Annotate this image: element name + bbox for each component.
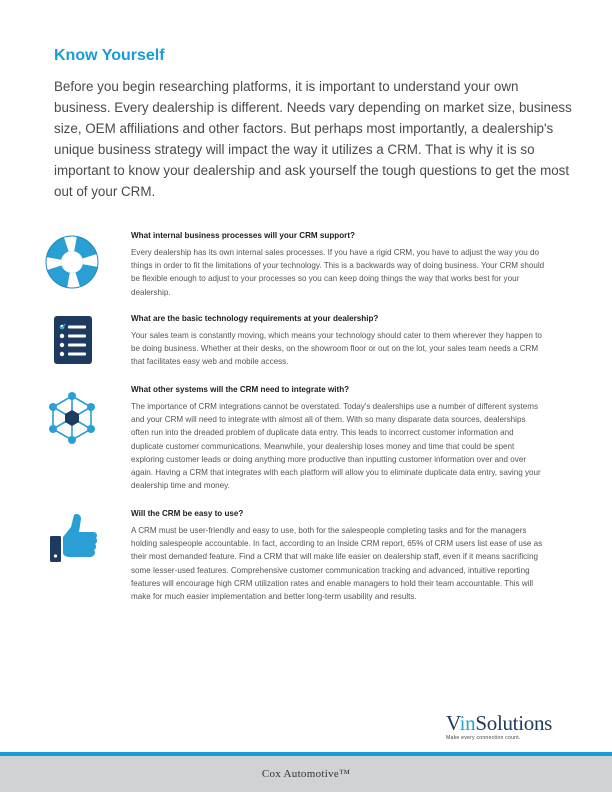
- section-text: [131, 384, 545, 492]
- intro-paragraph: Before you begin researching platforms, it is important to understand your own business. Every dealership is different. Needs vary depending on market size, business size, OEM affiliations and other factors. But perhaps most importantly, a dealership's unique business strategy will impact the way it utilizes a CRM. That is why it is so important to know your dealership and ask yourself the tough questions to get the most out of your CRM.: [54, 79, 572, 199]
- logo-wordmark: [446, 712, 566, 734]
- checklist-icon: [40, 313, 104, 373]
- logo-suffix: Solutions: [475, 711, 553, 735]
- logo-accent: in: [459, 711, 476, 735]
- section-body: A CRM must be user-friendly and easy to use, both for the salespeople completing tasks and for the managers holding salespeople accountable. In fact, according to an Inside CRM report, 65% of CRM users list ease of use as their most demanded feature. Find a CRM that will make life easier on dealership staff, even if it means sacrificing some lesser-used features. Comprehensive customer communication tracking and advanced, intuitive reporting features will encourage high CRM utilization rates and enable managers to hold their team accountable. This will make for much easier implementation and better long-term usability and results.: [131, 526, 543, 602]
- logo-tagline: Make every connection count.: [446, 735, 521, 741]
- section-text: [131, 230, 545, 299]
- section-heading: What are the basic technology requirements at your dealership?: [131, 314, 379, 323]
- section-body: Every dealership has its own internal sales processes. If you have a rigid CRM, you have to adjust the way you do things in order to fit the limitations of your technology. This is a backwards way of doing business. Your CRM should be flexible enough to adjust to your processes so you can keep doing things the way that works best for your dealership.: [131, 248, 545, 297]
- page-title: Know Yourself: [54, 47, 165, 64]
- thumbs-up-icon: [40, 510, 104, 570]
- section-text: [131, 508, 545, 603]
- network-icon: [40, 388, 104, 448]
- section-heading: What other systems will the CRM need to integrate with?: [131, 385, 350, 394]
- logo-prefix: V: [446, 711, 460, 735]
- section-text: [131, 313, 545, 369]
- footer-brand: Cox Automotive™: [261, 768, 351, 780]
- footer-band: [0, 756, 612, 792]
- lifebuoy-icon: [40, 232, 104, 292]
- section-body: Your sales team is constantly moving, which means your technology should cater to them wherever they happen to be doing business. Whether at their desks, on the showroom floor or out on the lot, your sales team needs a CRM that facilitates easy web and mobile access.: [131, 331, 542, 367]
- section-body: The importance of CRM integrations cannot be overstated. Today's dealerships use a number of different systems and your CRM will need to integrate with almost all of them. With so many disparate data sources, dealerships often run into the dreaded problem of duplicate data entry. This leads to incorrect customer information and duplicate customer communications. Meanwhile, your dealership loses money and time that could be spent exploring customer leads or doing anything more productive than inputting customer information over and over again. Having a CRM that integrates with each platform will allow you to eliminate duplicate data entry, saving your dealership time and money.: [131, 402, 541, 491]
- vinsolutions-logo: [446, 712, 566, 741]
- section-heading: What internal business processes will your CRM support?: [131, 231, 355, 240]
- section-heading: Will the CRM be easy to use?: [131, 509, 244, 518]
